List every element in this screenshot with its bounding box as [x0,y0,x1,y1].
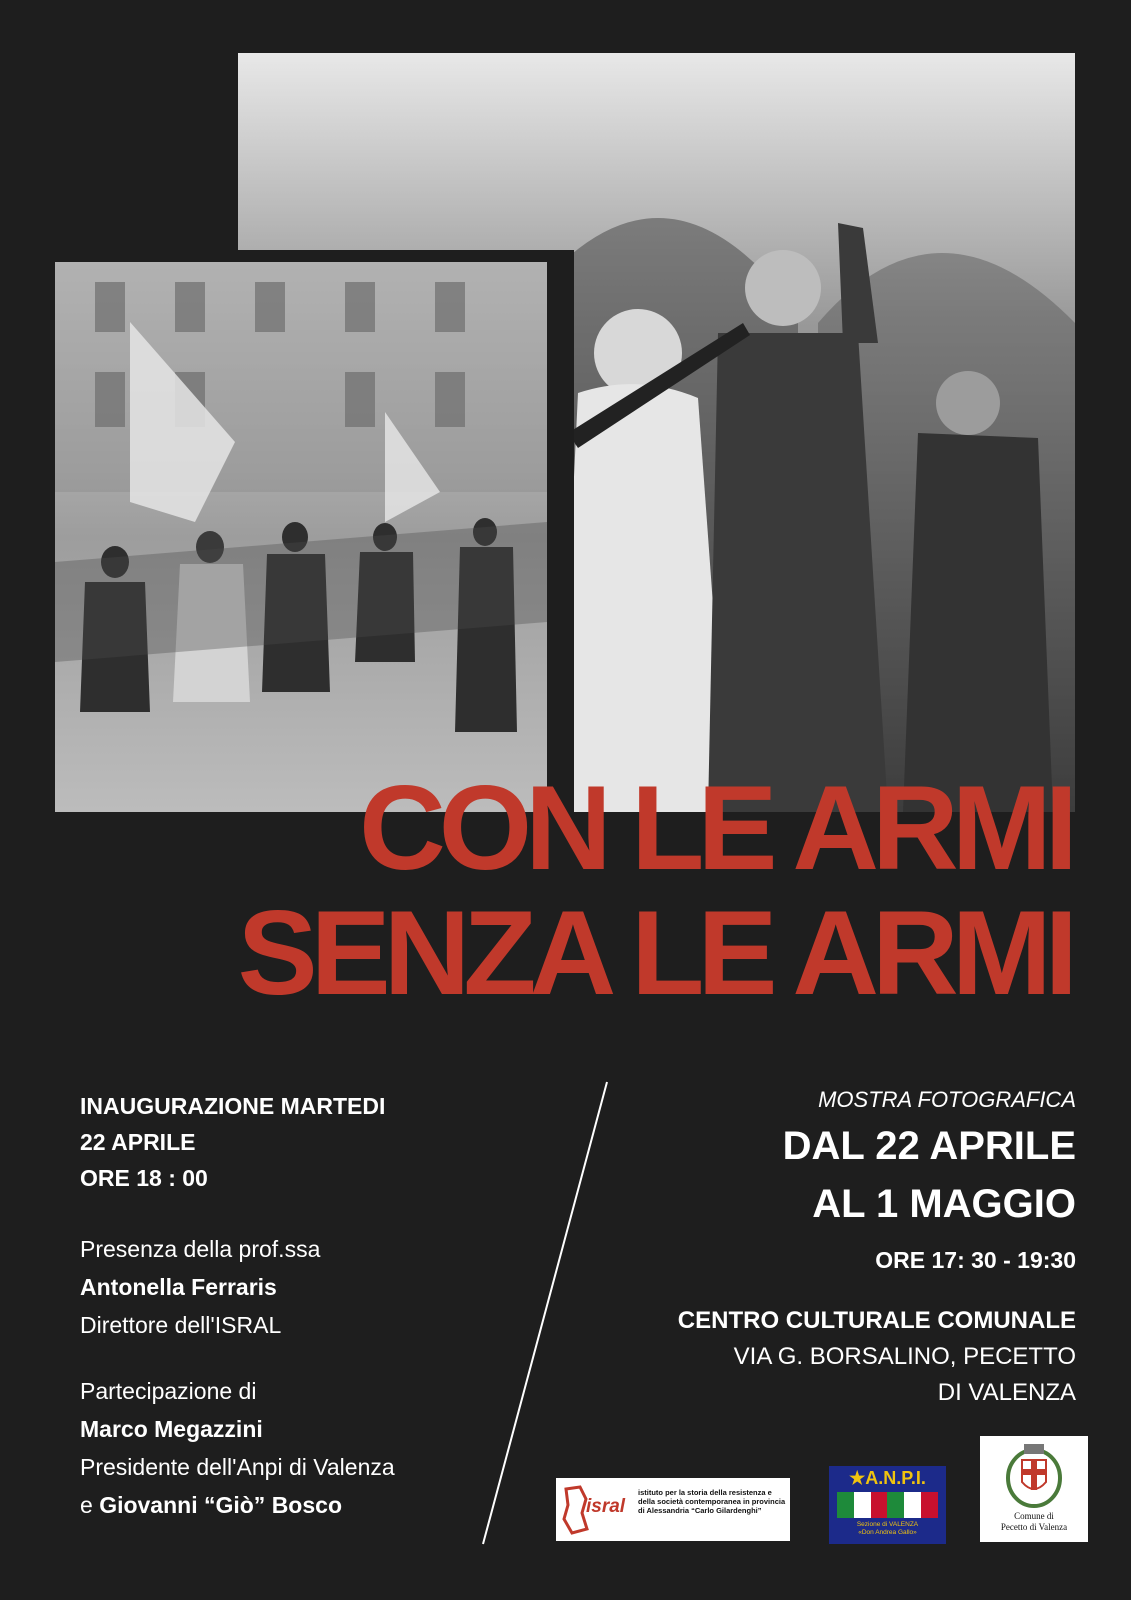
inauguration-time: ORE 18 : 00 [80,1165,208,1191]
venue-name: CENTRO CULTURALE COMUNALE [677,1307,1076,1334]
comune-label-line-1: Comune di [1014,1511,1054,1521]
exhibition-kind: MOSTRA FOTOGRAFICA [818,1087,1076,1112]
participation-conjunction: e [80,1492,100,1518]
participant-1-name: Marco Megazzini [80,1416,263,1442]
participation-intro: Partecipazione di [80,1378,257,1404]
title-line-1: CON LE ARMI [359,761,1071,895]
comune-logo [980,1436,1088,1542]
inauguration-block [80,1088,500,1196]
exhibition-hours: ORE 17: 30 - 19:30 [875,1247,1076,1273]
presence-block [80,1230,500,1344]
exhibition-dates-2: AL 1 MAGGIO [812,1182,1076,1226]
isral-logo [556,1478,790,1541]
italian-flag-icon [837,1492,938,1518]
inauguration-date: 22 APRILE [80,1129,196,1155]
coat-of-arms-icon [1004,1442,1064,1508]
isral-description: istituto per la storia della resistenza e della società contemporanea in provincia di Alessandria “Carlo Gilardenghi” [638,1488,786,1515]
inauguration-title: INAUGURAZIONE MARTEDI [80,1093,386,1119]
presence-name: Antonella Ferraris [80,1274,277,1300]
anpi-section-line-1: Sezione di VALENZA [856,1521,919,1528]
isral-wordmark: isral [586,1496,626,1517]
participant-1-role: Presidente dell'Anpi di Valenza [80,1454,395,1480]
venue-address-2: DI VALENZA [937,1379,1076,1406]
title-line-2: SENZA LE ARMI [237,886,1071,1020]
participation-block [80,1372,500,1524]
anpi-section [829,1521,946,1537]
exhibition-dates-1: DAL 22 APRILE [782,1124,1076,1168]
anpi-logo [829,1466,946,1544]
presence-role: Direttore dell'ISRAL [80,1312,282,1338]
comune-label-line-2: Pecetto di Valenza [1000,1522,1068,1532]
presence-intro: Presenza della prof.ssa [80,1236,321,1262]
right-column [536,1083,1076,1411]
comune-label [980,1511,1088,1533]
left-column [80,1088,500,1524]
venue-address-1: VIA G. BORSALINO, PECETTO [733,1343,1076,1370]
participant-2-name: Giovanni “Giò” Bosco [99,1492,342,1518]
anpi-section-line-2: «Don Andrea Gallo» [858,1529,917,1536]
anpi-wordmark: ★A.N.P.I. [849,1468,926,1488]
